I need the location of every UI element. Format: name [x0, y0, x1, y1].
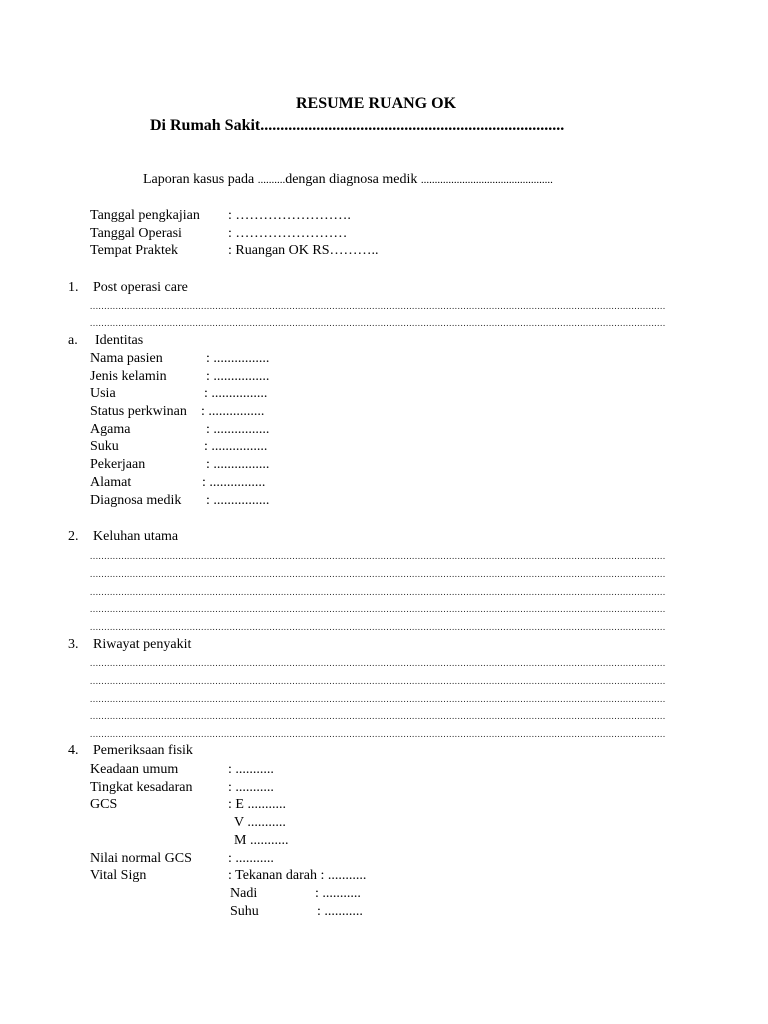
document-title: RESUME RUANG OK — [296, 95, 457, 112]
identitas-value-jenis-kelamin: : ................ — [206, 369, 270, 384]
section-1-number: 1. — [68, 280, 79, 295]
dotted-answer-line: .......................................................................................................................................................................................................... — [90, 587, 666, 597]
section-1-title: Post operasi care — [93, 280, 188, 295]
info-value-tanggal-pengkajian: : ……………………. — [228, 208, 351, 223]
pemeriksaan-value-tekanan-darah: : Tekanan darah : ........... — [228, 868, 367, 883]
intro-mid: dengan diagnosa medik — [285, 172, 421, 187]
pemeriksaan-label-suhu: Suhu — [230, 904, 259, 919]
identitas-value-status-perkawinan: : ................ — [201, 404, 265, 419]
identitas-label-suku: Suku — [90, 439, 119, 454]
intro-blank-case: .......... — [257, 174, 286, 186]
dotted-answer-line: .......................................................................................................................................................................................................... — [90, 676, 666, 686]
identitas-value-suku: : ................ — [204, 439, 268, 454]
section-3-title: Riwayat penyakit — [93, 637, 192, 652]
dotted-answer-line: .......................................................................................................................................................................................................... — [90, 729, 666, 739]
info-label-tanggal-operasi: Tanggal Operasi — [90, 226, 182, 241]
document-subtitle: Di Rumah Sakit............................................................................ — [150, 117, 565, 134]
info-value-tempat-praktek: : Ruangan OK RS……….. — [228, 243, 379, 258]
section-2-title: Keluhan utama — [93, 529, 179, 544]
pemeriksaan-value-nilai-normal-gcs: : ........... — [228, 851, 274, 866]
pemeriksaan-label-nadi: Nadi — [230, 886, 258, 901]
section-3-number: 3. — [68, 637, 79, 652]
dotted-answer-line: .......................................................................................................................................................................................................... — [90, 622, 666, 632]
identitas-label-pekerjaan: Pekerjaan — [90, 457, 146, 472]
identitas-label-alamat: Alamat — [90, 475, 132, 490]
dotted-answer-line: .......................................................................................................................................................................................................... — [90, 551, 666, 561]
dotted-answer-line: .......................................................................................................................................................................................................... — [90, 569, 666, 579]
pemeriksaan-value-keadaan-umum: : ........... — [228, 762, 274, 777]
identitas-label-nama: Nama pasien — [90, 351, 163, 366]
dotted-answer-line: .......................................................................................................................................................................................................... — [90, 318, 666, 328]
pemeriksaan-value-gcs-v: V ........... — [234, 815, 286, 830]
info-label-tempat-praktek: Tempat Praktek — [90, 243, 179, 258]
section-a-number: a. — [68, 333, 78, 348]
section-4-number: 4. — [68, 743, 79, 758]
section-a-title: Identitas — [95, 333, 144, 348]
dotted-answer-line: .......................................................................................................................................................................................................... — [90, 604, 666, 614]
pemeriksaan-label-keadaan-umum: Keadaan umum — [90, 762, 179, 777]
info-label-tanggal-pengkajian: Tanggal pengkajian — [90, 208, 200, 223]
intro-prefix: Laporan kasus pada — [143, 172, 258, 187]
pemeriksaan-value-nadi: : ........... — [315, 886, 361, 901]
identitas-value-pekerjaan: : ................ — [206, 457, 270, 472]
pemeriksaan-value-gcs-m: M ........... — [234, 833, 289, 848]
identitas-value-usia: : ................ — [204, 386, 268, 401]
pemeriksaan-label-nilai-normal-gcs: Nilai normal GCS — [90, 851, 192, 866]
identitas-label-agama: Agama — [90, 422, 131, 437]
identitas-value-nama: : ................ — [206, 351, 270, 366]
pemeriksaan-value-gcs-e: : E ........... — [228, 797, 286, 812]
dotted-answer-line: .......................................................................................................................................................................................................... — [90, 711, 666, 721]
pemeriksaan-label-gcs: GCS — [90, 797, 118, 812]
pemeriksaan-label-vital-sign: Vital Sign — [90, 868, 147, 883]
dotted-answer-line: .......................................................................................................................................................................................................... — [90, 658, 666, 668]
section-4-title: Pemeriksaan fisik — [93, 743, 193, 758]
identitas-value-agama: : ................ — [206, 422, 270, 437]
dotted-answer-line: .......................................................................................................................................................................................................... — [90, 694, 666, 704]
pemeriksaan-value-suhu: : ........... — [317, 904, 363, 919]
info-value-tanggal-operasi: : …………………… — [228, 226, 348, 241]
intro-blank-diagnosis: ................................................ — [420, 174, 553, 186]
identitas-label-diagnosa-medik: Diagnosa medik — [90, 493, 182, 508]
pemeriksaan-label-tingkat-kesadaran: Tingkat kesadaran — [90, 780, 193, 795]
section-2-number: 2. — [68, 529, 79, 544]
pemeriksaan-value-tingkat-kesadaran: : ........... — [228, 780, 274, 795]
dotted-answer-line: .......................................................................................................................................................................................................... — [90, 301, 666, 311]
identitas-label-usia: Usia — [90, 386, 116, 401]
identitas-value-alamat: : ................ — [202, 475, 266, 490]
identitas-label-jenis-kelamin: Jenis kelamin — [90, 369, 167, 384]
identitas-value-diagnosa-medik: : ................ — [206, 493, 270, 508]
intro-line — [143, 171, 553, 189]
identitas-label-status-perkawinan: Status perkwinan — [90, 404, 187, 419]
